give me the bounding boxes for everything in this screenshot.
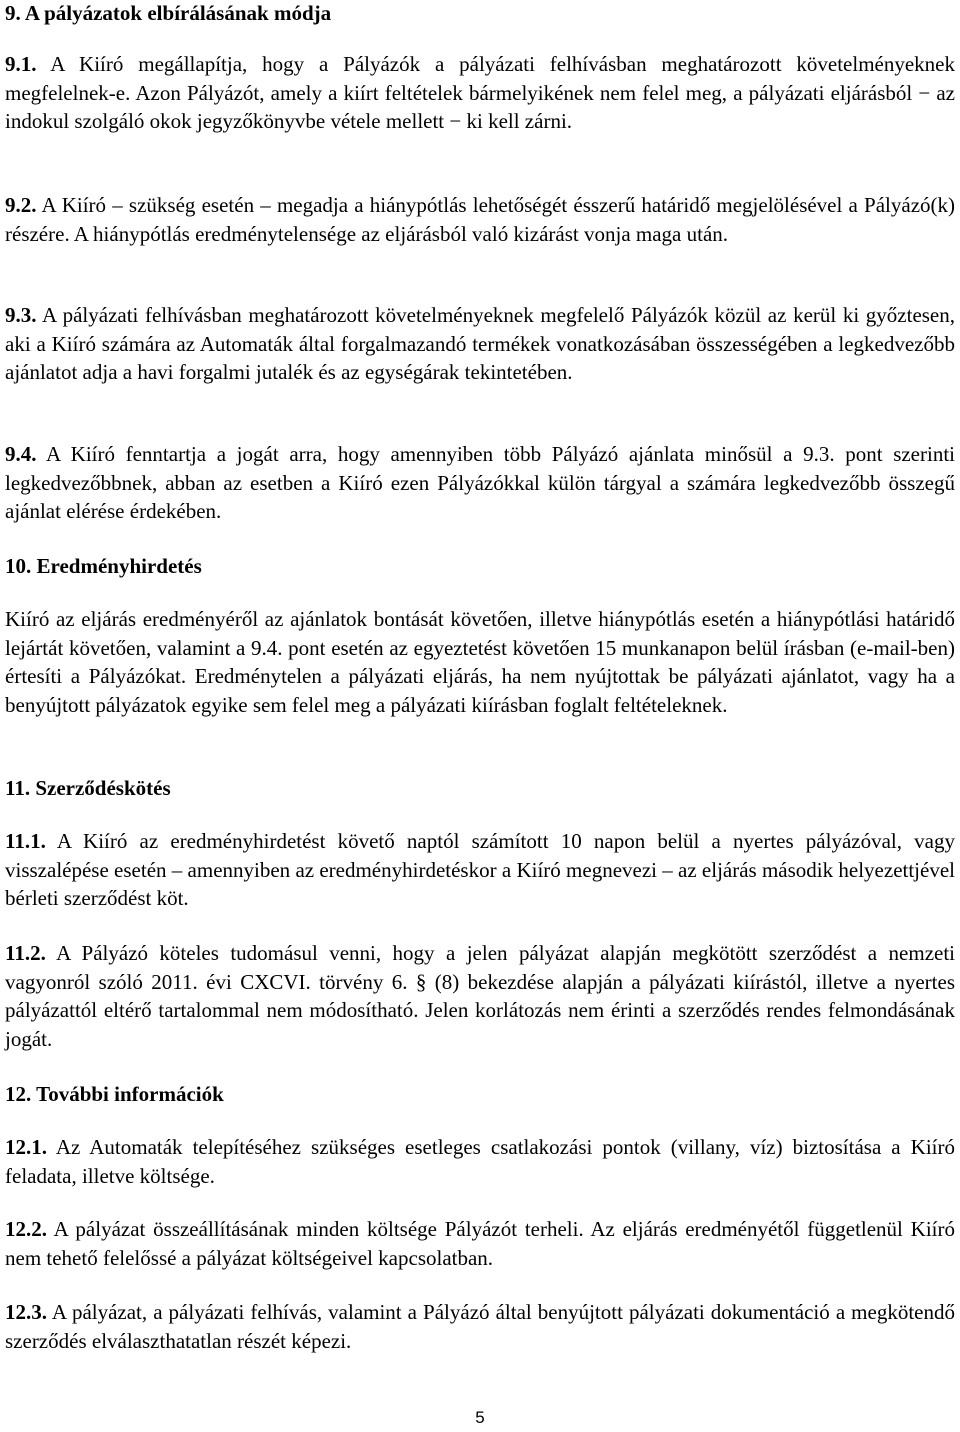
paragraph-number: 9.2. <box>5 193 37 217</box>
paragraph-text: Kiíró az eljárás eredményéről az ajánlatok bontását követően, illetve hiánypótlás esetén a hiánypótlási határidő lejártát követően, valamint a 9.4. pont esetén az egyeztetést követően 15 munkanapon belül írásban (e-mail-ben) értesíti a Pályázókat. Eredménytelen a pályázati eljárás, ha nem nyújtottak be pályázati ajánlatot, vagy ha a benyújtott pályázatok egyike sem felel meg a pályázati kiírásban foglalt feltételeknek. <box>5 607 955 717</box>
paragraph-number: 12.1. <box>5 1135 47 1159</box>
paragraph-number: 11.1. <box>5 829 46 853</box>
paragraph-9-2 <box>5 191 955 248</box>
paragraph-text: A Kiíró fenntartja a jogát arra, hogy amennyiben több Pályázó ajánlata minősül a 9.3. pont szerinti legkedvezőbbnek, abban az esetben a Kiíró ezen Pályázókkal külön tárgyal a számára legkedvezőbb összegű ajánlat elérése érdekében. <box>5 442 955 523</box>
paragraph-number: 11.2. <box>5 941 46 965</box>
paragraph-number: 12.2. <box>5 1217 47 1241</box>
paragraph-text: A pályázat összeállításának minden költsége Pályázót terheli. Az eljárás eredményétől függetlenül Kiíró nem tehető felelőssé a pályázat költségeivel kapcsolatban. <box>5 1217 955 1270</box>
paragraph-12-2 <box>5 1215 955 1272</box>
paragraph-12-3 <box>5 1298 955 1355</box>
paragraph-text: A pályázati felhívásban meghatározott követelményeknek megfelelő Pályázók közül az kerül ki győztesen, aki a Kiíró számára az Automaták által forgalmazandó termékek vonatkozásában összességében a legkedvezőbb ajánlatot adja a havi forgalmi jutalék és az egységárak tekintetében. <box>5 303 956 384</box>
paragraph-9-4 <box>5 440 955 526</box>
paragraph-number: 12.3. <box>5 1300 47 1324</box>
paragraph-12-1 <box>5 1133 955 1190</box>
paragraph-text: Az Automaták telepítéséhez szükséges esetleges csatlakozási pontok (villany, víz) biztosítása a Kiíró feladata, illetve költsége. <box>5 1135 955 1188</box>
paragraph-11-2 <box>5 939 955 1053</box>
paragraph-9-1 <box>5 50 955 136</box>
page-number: 5 <box>475 1408 485 1427</box>
section-10-heading: 10. Eredményhirdetés <box>5 554 202 578</box>
section-11-heading: 11. Szerződéskötés <box>5 776 171 800</box>
paragraph-11-1 <box>5 827 955 913</box>
paragraph-number: 9.3. <box>5 303 37 327</box>
paragraph-text: A pályázat, a pályázati felhívás, valamint a Pályázó által benyújtott pályázati dokumentáció a megkötendő szerződés elválaszthatatlan részét képezi. <box>5 1300 955 1353</box>
paragraph-text: A Kiíró megállapítja, hogy a Pályázók a pályázati felhívásban meghatározott követelményeknek megfelelnek-e. Azon Pályázót, amely a kiírt feltételek bármelyikének nem felel meg, a pályázati eljárásból − az indokul szolgáló okok jegyzőkönyvbe vétele mellett − ki kell zárni. <box>5 52 955 133</box>
paragraph-text: A Kiíró – szükség esetén – megadja a hiánypótlás lehetőségét ésszerű határidő megjelölésével a Pályázó(k) részére. A hiánypótlás eredménytelensége az eljárásból való kizárást vonja maga után. <box>5 193 955 246</box>
section-9-heading: 9. A pályázatok elbírálásának módja <box>5 1 332 25</box>
paragraph-10 <box>5 605 955 719</box>
paragraph-text: A Kiíró az eredményhirdetést követő naptól számított 10 napon belül a nyertes pályázóval, vagy visszalépése esetén – amennyiben az eredményhirdetéskor a Kiíró megnevezi – az eljárás második helyezettjével bérleti szerződést köt. <box>5 829 955 910</box>
paragraph-text: A Pályázó köteles tudomásul venni, hogy a jelen pályázat alapján megkötött szerződést a nemzeti vagyonról szóló 2011. évi CXCVI. törvény 6. § (8) bekezdése alapján a pályázati kiírástól, illetve a nyertes pályázattól eltérő tartalommal nem módosítható. Jelen korlátozás nem érinti a szerződés rendes felmondásának jogát. <box>5 941 956 1051</box>
section-12-heading: 12. További információk <box>5 1082 224 1106</box>
paragraph-number: 9.1. <box>5 52 37 76</box>
paragraph-9-3 <box>5 301 955 387</box>
paragraph-number: 9.4. <box>5 442 37 466</box>
